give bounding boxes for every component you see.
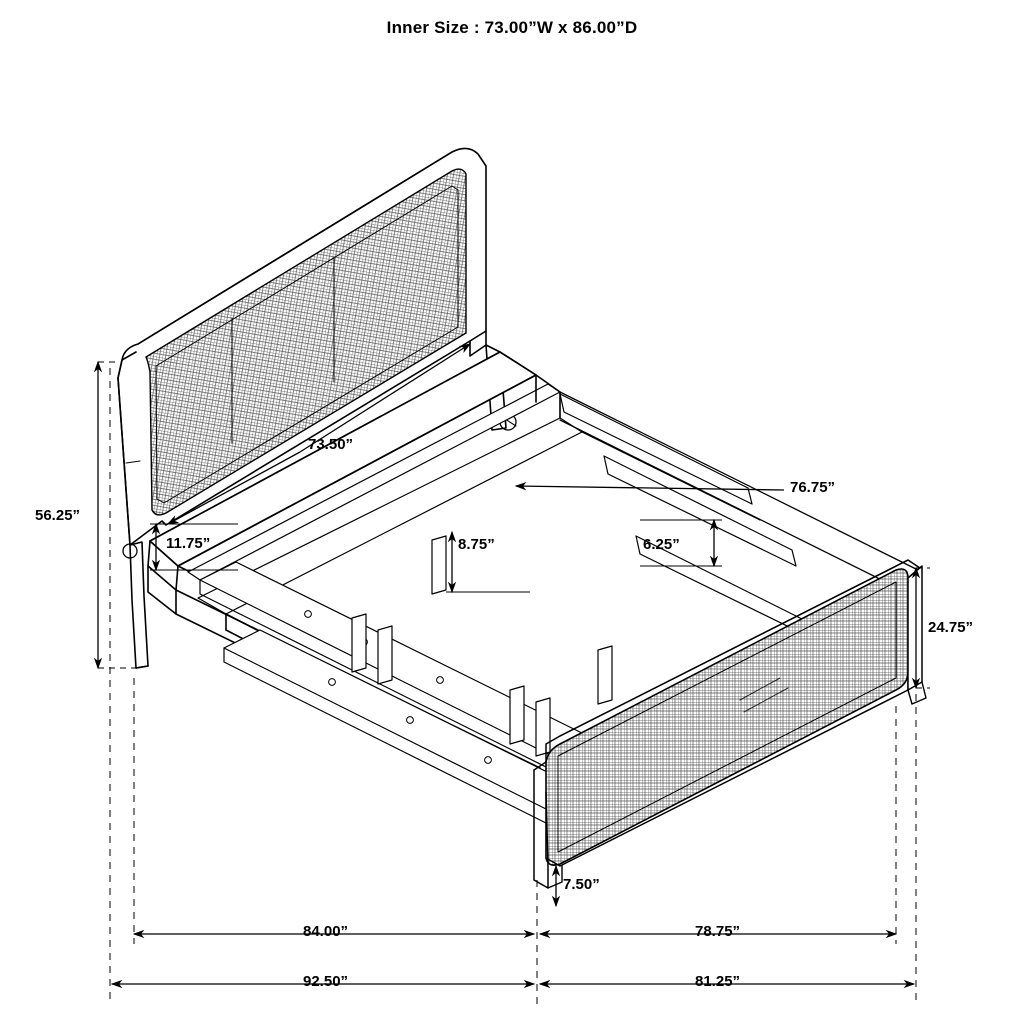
dim-label-overall-width-lower: 78.75” [695, 923, 741, 940]
dim-label-headboard-panel-width: 73.50” [308, 436, 354, 453]
page-title: Inner Size : 73.00”W x 86.00”D [386, 18, 638, 37]
dim-label-overall-length-outer: 92.50” [303, 973, 349, 990]
dim-label-footboard-rail-height: 6.25” [643, 536, 680, 553]
dim-label-headboard-height: 56.25” [35, 507, 81, 524]
dim-label-overall-width-outer: 81.25” [695, 973, 741, 990]
dim-label-center-support-height: 8.75” [458, 536, 495, 553]
dim-label-deck-height: 11.75” [166, 535, 211, 552]
dim-label-side-rail-to-slat: 76.75” [790, 479, 836, 496]
dim-label-footboard-clearance: 7.50” [563, 876, 600, 893]
dim-label-footboard-height: 24.75” [928, 619, 974, 636]
dim-label-overall-length-lower: 84.00” [303, 923, 349, 940]
